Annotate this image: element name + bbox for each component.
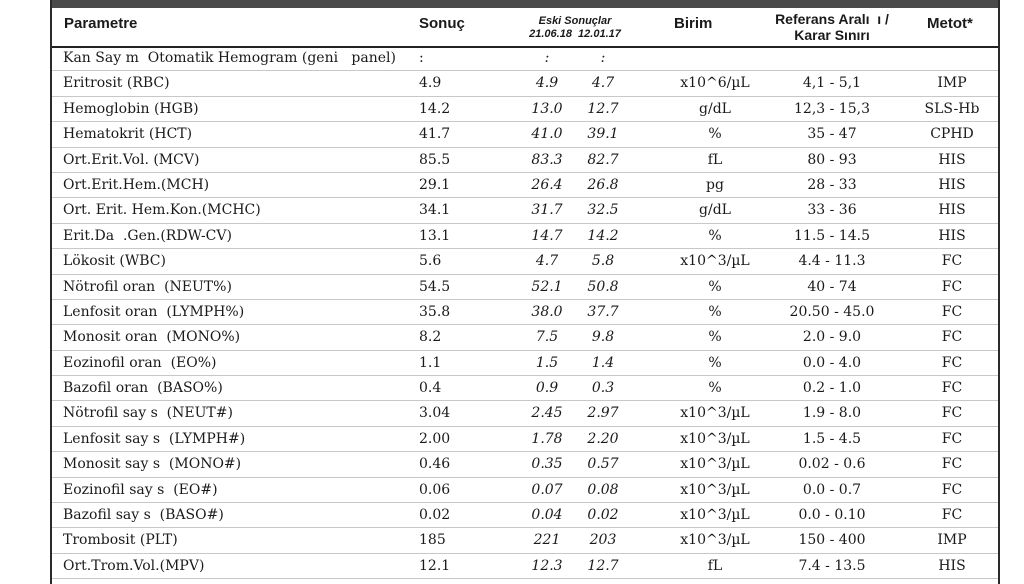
old-result-1: 26.4 [531, 176, 563, 193]
method-value: FC [941, 278, 963, 295]
results-table-body [52, 46, 998, 579]
table-row [52, 503, 998, 528]
reference-range: 0.2 - 1.0 [802, 380, 862, 397]
parameter-name: Eozinofil oran (EO%) [63, 354, 217, 371]
top-band [50, 0, 1000, 8]
parameter-name: Ort.Erit.Hem.(MCH) [63, 176, 210, 193]
table-row [52, 401, 998, 426]
header-unit: Birim [674, 15, 713, 32]
old-result-2: 14.2 [587, 227, 619, 244]
unit-value: % [708, 303, 722, 320]
method-value: FC [941, 507, 963, 524]
result-value: 12.1 [419, 557, 451, 574]
header-old-results-title: Eski Sonuçlar [538, 15, 612, 27]
table-row [52, 427, 998, 452]
method-value: HIS [938, 151, 966, 168]
old-result-2: 39.1 [587, 126, 619, 143]
method-value: FC [941, 354, 963, 371]
method-value: IMP [937, 75, 967, 92]
header-result: Sonuç [419, 15, 465, 32]
method-value: FC [941, 481, 963, 498]
old-result-2: 0.02 [587, 507, 619, 524]
old-result-1: 38.0 [531, 303, 563, 320]
old-result-2: 50.8 [587, 278, 619, 295]
parameter-name: Nötrofil say s (NEUT#) [63, 405, 233, 422]
old-result-1: 0.07 [531, 481, 563, 498]
old-result-2: 203 [589, 532, 617, 549]
old-result-2: 0.08 [587, 481, 619, 498]
old-result-1: 7.5 [535, 329, 559, 346]
old-result-2: 0.57 [587, 456, 619, 473]
old-result-1: 12.3 [531, 557, 563, 574]
result-value: 2.00 [419, 430, 451, 447]
old-result-1: 4.9 [535, 75, 559, 92]
result-value: 0.02 [419, 507, 451, 524]
unit-value: % [708, 278, 722, 295]
old-result-1: 14.7 [531, 227, 563, 244]
reference-range: 4.4 - 11.3 [798, 253, 866, 270]
table-row [52, 224, 998, 249]
old-result-2: 9.8 [591, 329, 615, 346]
parameter-name: Lenfosit say s (LYMPH#) [63, 430, 246, 447]
table-row [52, 275, 998, 300]
frame-right-border [998, 0, 1000, 584]
result-value: 29.1 [419, 176, 451, 193]
parameter-name: Eozinofil say s (EO#) [63, 481, 218, 498]
unit-value: x10^3/µL [680, 253, 750, 270]
result-value: 3.04 [419, 405, 451, 422]
parameter-name: Eritrosit (RBC) [63, 75, 170, 92]
method-value: FC [941, 430, 963, 447]
result-value: 4.9 [419, 75, 442, 92]
old-result-1: 52.1 [531, 278, 563, 295]
unit-value: fL [707, 557, 723, 574]
parameter-name: Hemoglobin (HGB) [63, 100, 199, 117]
parameter-name: Hematokrit (HCT) [63, 126, 193, 143]
unit-value: g/dL [699, 202, 731, 219]
table-row [52, 173, 998, 198]
unit-value: x10^3/µL [680, 532, 750, 549]
unit-value: % [708, 227, 722, 244]
old-result-1: 221 [533, 532, 561, 549]
reference-range: 7.4 - 13.5 [798, 557, 866, 574]
reference-range: 1.5 - 4.5 [802, 430, 862, 447]
result-value: 13.1 [419, 227, 451, 244]
old-result-2: 82.7 [587, 151, 619, 168]
table-row [52, 528, 998, 553]
old-result-2: 37.7 [587, 303, 619, 320]
table-row [52, 376, 998, 401]
result-value: 85.5 [419, 151, 451, 168]
parameter-name: Ort.Trom.Vol.(MPV) [63, 557, 205, 574]
reference-range: 28 - 33 [807, 176, 857, 193]
reference-range: 150 - 400 [798, 532, 866, 549]
reference-range: 0.0 - 0.7 [802, 481, 862, 498]
unit-value: g/dL [699, 100, 731, 117]
table-row [52, 351, 998, 376]
table-row [52, 97, 998, 122]
table-row [52, 325, 998, 350]
reference-range: 35 - 47 [807, 126, 857, 143]
old-result-2: 5.8 [591, 253, 615, 270]
method-value: FC [941, 380, 963, 397]
table-row [52, 554, 998, 579]
reference-range: 2.0 - 9.0 [802, 329, 862, 346]
old-result-2: 2.97 [587, 405, 619, 422]
old-result-1: 0.9 [535, 380, 559, 397]
reference-range: 12,3 - 15,3 [794, 100, 870, 117]
result-value: 8.2 [419, 329, 442, 346]
table-row [52, 71, 998, 96]
result-value: 1.1 [419, 354, 442, 371]
unit-value: % [708, 329, 722, 346]
unit-value: fL [707, 151, 723, 168]
old-result-2: 12.7 [587, 557, 619, 574]
header-old-results [514, 15, 636, 41]
old-result-1: 31.7 [531, 202, 563, 219]
method-value: FC [941, 456, 963, 473]
table-row [52, 148, 998, 173]
method-value: SLS-Hb [924, 100, 980, 117]
old-result-1: 83.3 [531, 151, 563, 168]
parameter-name: Nötrofil oran (NEUT%) [63, 278, 232, 295]
method-value: HIS [938, 176, 966, 193]
old-result-1: : [544, 50, 550, 66]
old-result-2: 32.5 [587, 202, 619, 219]
table-header [52, 8, 998, 48]
method-value: HIS [938, 557, 966, 574]
old-result-1: 1.78 [531, 430, 563, 447]
method-value: FC [941, 329, 963, 346]
unit-value: x10^3/µL [680, 481, 750, 498]
reference-range: 0.0 - 4.0 [802, 354, 862, 371]
result-value: 0.06 [419, 481, 451, 498]
parameter-name: Monosit say s (MONO#) [63, 456, 242, 473]
unit-value: % [708, 354, 722, 371]
unit-value: x10^3/µL [680, 430, 750, 447]
old-result-2: 1.4 [591, 354, 615, 371]
result-value: 35.8 [419, 303, 451, 320]
old-result-1: 41.0 [531, 126, 563, 143]
result-value: 41.7 [419, 126, 451, 143]
old-result-1: 2.45 [531, 405, 563, 422]
old-result-1: 13.0 [531, 100, 563, 117]
parameter-name: Bazofil say s (BASO#) [63, 507, 224, 524]
method-value: FC [941, 405, 963, 422]
method-value: CPHD [930, 126, 974, 143]
result-value: : [419, 50, 424, 66]
reference-range: 80 - 93 [807, 151, 857, 168]
table-row [52, 452, 998, 477]
reference-range: 11.5 - 14.5 [794, 227, 870, 244]
method-value: IMP [937, 532, 967, 549]
unit-value: % [708, 126, 722, 143]
parameter-name: Ort. Erit. Hem.Kon.(MCHC) [63, 202, 261, 219]
result-value: 5.6 [419, 253, 442, 270]
parameter-name: Bazofil oran (BASO%) [63, 380, 223, 397]
unit-value: % [708, 380, 722, 397]
unit-value: x10^3/µL [680, 405, 750, 422]
parameter-name: Kan Say m Otomatik Hemogram (geni panel) [63, 50, 396, 66]
result-value: 54.5 [419, 278, 451, 295]
reference-range: 1.9 - 8.0 [802, 405, 862, 422]
table-row [52, 122, 998, 147]
result-value: 0.4 [419, 380, 442, 397]
old-result-1: 4.7 [535, 253, 559, 270]
unit-value: pg [706, 176, 724, 193]
old-result-2: 0.3 [591, 380, 615, 397]
parameter-name: Monosit oran (MONO%) [63, 329, 241, 346]
table-row [52, 46, 998, 71]
parameter-name: Ort.Erit.Vol. (MCV) [63, 151, 200, 168]
parameter-name: Lökosit (WBC) [63, 253, 166, 270]
table-row [52, 198, 998, 223]
old-result-2: 26.8 [587, 176, 619, 193]
header-parameter: Parametre [64, 15, 138, 32]
unit-value: x10^3/µL [680, 507, 750, 524]
reference-range: 33 - 36 [807, 202, 857, 219]
old-result-2: 2.20 [587, 430, 619, 447]
old-result-1: 0.35 [531, 456, 563, 473]
reference-range: 4,1 - 5,1 [802, 75, 862, 92]
reference-range: 0.02 - 0.6 [798, 456, 866, 473]
method-value: HIS [938, 227, 966, 244]
old-result-2: : [600, 50, 606, 66]
method-value: FC [941, 253, 963, 270]
table-row [52, 249, 998, 274]
old-result-1: 1.5 [535, 354, 559, 371]
unit-value: x10^3/µL [680, 456, 750, 473]
unit-value: x10^6/µL [680, 75, 750, 92]
old-result-2: 4.7 [591, 75, 615, 92]
parameter-name: Lenfosit oran (LYMPH%) [63, 303, 245, 320]
result-value: 185 [419, 532, 446, 549]
reference-range: 20.50 - 45.0 [789, 303, 875, 320]
result-value: 14.2 [419, 100, 451, 117]
header-old-dates: 21.06.18 12.01.17 [529, 28, 621, 40]
header-reference [752, 11, 912, 43]
header-reference-line1: Referans Aralı ı / [775, 11, 889, 27]
result-value: 0.46 [419, 456, 451, 473]
old-result-1: 0.04 [531, 507, 563, 524]
method-value: FC [941, 303, 963, 320]
table-row [52, 478, 998, 503]
reference-range: 0.0 - 0.10 [798, 507, 866, 524]
reference-range: 40 - 74 [807, 278, 857, 295]
header-reference-line2: Karar Sınırı [794, 27, 870, 43]
result-value: 34.1 [419, 202, 451, 219]
header-method: Metot* [927, 15, 973, 32]
method-value: HIS [938, 202, 966, 219]
old-result-2: 12.7 [587, 100, 619, 117]
table-row [52, 300, 998, 325]
parameter-name: Erit.Da .Gen.(RDW-CV) [63, 227, 232, 244]
parameter-name: Trombosit (PLT) [63, 532, 178, 549]
